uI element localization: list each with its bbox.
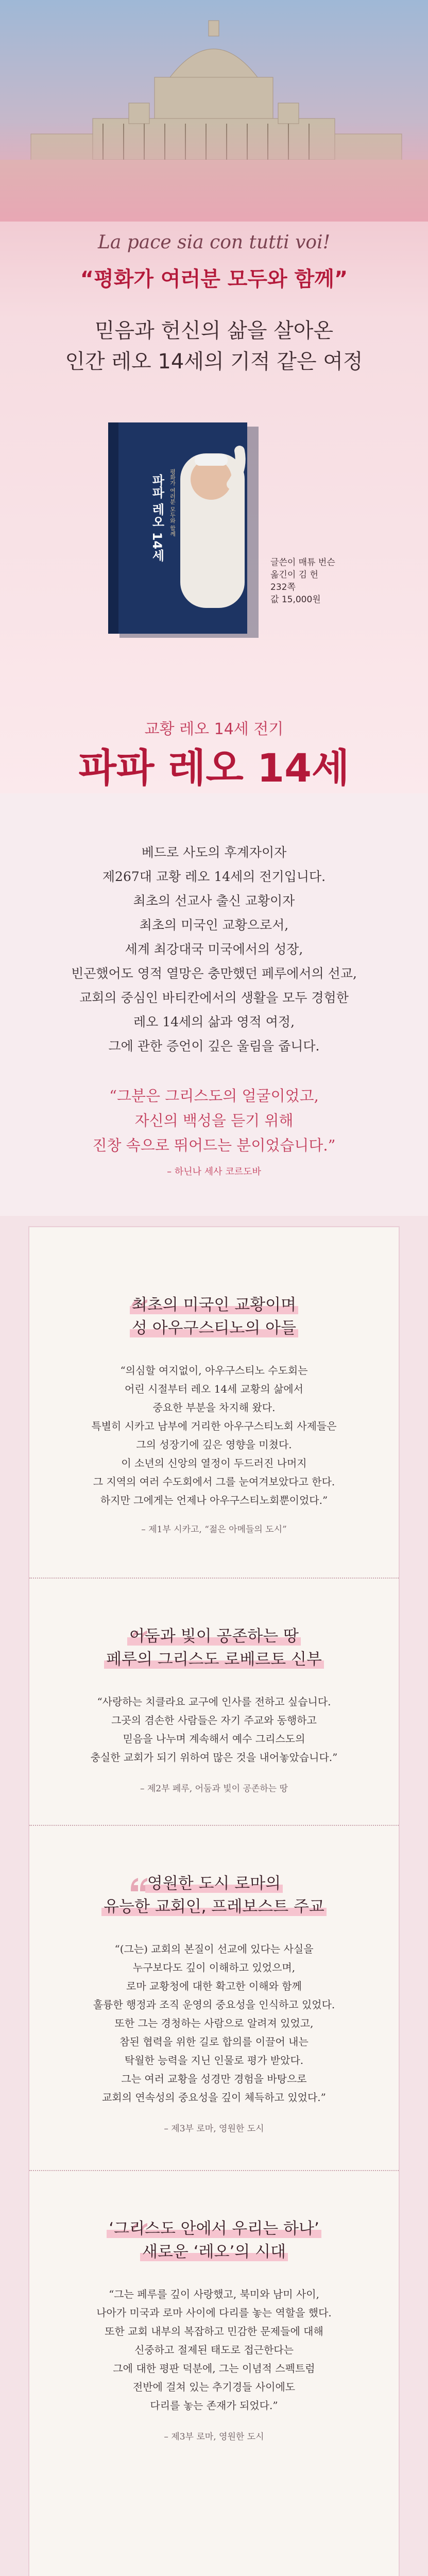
intro-line: 교회의 중심인 바티칸에서의 생활을 모두 경험한 [79, 990, 349, 1005]
section-heading: 성 아우구스티노의 아들 [29, 1315, 399, 1338]
excerpt-line: 그곳의 겸손한 사람들은 자기 주교와 동행하고 [111, 1714, 317, 1726]
intro-line: 세계 최강대국 미국에서의 성장, [125, 942, 303, 957]
hero-subtitle-line-2: 인간 레오 14세의 기적 같은 여정 [65, 350, 363, 374]
intro-quote-line: “그분은 그리스도의 얼굴이었고, [109, 1087, 319, 1105]
hero-section [0, 0, 428, 793]
book-cover-title: 파파 레오 14세 [150, 474, 164, 562]
excerpt-line: 교회의 연속성의 중요성을 깊이 체득하고 있었다.” [102, 2091, 326, 2104]
excerpt-line: 그 지역의 여러 수도회에서 그를 눈여겨보았다고 한다. [93, 1476, 335, 1488]
excerpt-line: 다리를 놓는 존재가 되었다.” [150, 2399, 278, 2412]
intro-line: 제267대 교황 레오 14세의 전기입니다. [102, 869, 326, 884]
excerpt-line: 믿음을 나누며 계속해서 예수 그리스도의 [123, 1733, 305, 1745]
book-pages: 232쪽 [270, 582, 296, 592]
excerpt-line: 신중하고 절제된 태도로 접근한다는 [134, 2344, 294, 2356]
excerpt-line: 그의 성장기에 깊은 영향을 미쳤다. [136, 1438, 292, 1451]
intro-quote-line: 진창 속으로 뛰어드는 분이었습니다.” [92, 1137, 336, 1154]
excerpt-line: 또한 그는 경청하는 사람으로 알려져 있었고, [114, 2017, 314, 2029]
excerpt-line: 나아가 미국과 로마 사이에 다리를 놓는 역할을 했다. [96, 2307, 332, 2319]
main-title: 파파 레오 14세 [78, 745, 350, 791]
excerpt-line: 그는 여러 교황을 성경만 경험을 바탕으로 [121, 2073, 307, 2085]
intro-line: 레오 14세의 삶과 영적 여정, [133, 1014, 295, 1029]
excerpts-section [0, 1216, 428, 2576]
excerpt-line: 누구보다도 깊이 이해하고 있었으며, [132, 1961, 296, 1974]
intro-section [0, 793, 428, 1216]
section-heading: 유능한 교회인, 프레보스트 주교 [29, 1893, 399, 1917]
book-price: 값 15,000원 [270, 595, 321, 605]
hero-subtitle-line-1: 믿음과 헌신의 삶을 살아온 [94, 319, 334, 343]
intro-line: 빈곤했어도 영적 열망은 충만했던 페루에서의 선교, [71, 966, 357, 981]
italian-motto: La pace sia con tutti voi! [97, 232, 331, 253]
st-peters-photo [0, 0, 428, 222]
excerpt-line: 또한 교회 내부의 복잡하고 민감한 문제들에 대해 [105, 2325, 323, 2337]
hero-text-block [0, 222, 428, 438]
excerpts-panel [28, 1226, 400, 2576]
intro-line: 그에 관한 증언이 깊은 울림을 줍니다. [108, 1039, 320, 1054]
book-cover-image [108, 422, 263, 639]
book-cover-subtitle: 평화가 여러분 모두와 함께 [169, 469, 176, 537]
excerpt-line: 그에 대한 평판 덕분에, 그는 이념적 스펙트럼 [113, 2362, 315, 2375]
excerpt-section-2 [29, 1578, 399, 1866]
excerpt-source: – 제3부 로마, 영원한 도시 [164, 2432, 264, 2442]
excerpt-line: “(그는) 교회의 본질이 선교에 있다는 사실을 [114, 1943, 314, 1955]
section-heading: 최초의 미국인 교황이며 [29, 1292, 399, 1315]
excerpt-line: 특별히 시카고 남부에 거리한 아우구스티노회 사제들은 [91, 1420, 337, 1432]
excerpt-source: – 제1부 시카고, “젊은 아메들의 도시” [141, 1524, 287, 1535]
excerpt-line: 어린 시절부터 레오 14세 교황의 삶에서 [124, 1383, 304, 1395]
book-meta [270, 556, 335, 606]
excerpt-line: 충실한 교회가 되기 위하여 많은 것을 내어놓았습니다.” [90, 1751, 338, 1764]
book-translator: 옮긴이 김 헌 [270, 570, 318, 580]
section-heading: 새로운 ‘레오’의 시대 [29, 2239, 399, 2262]
hero-quote: “평화가 여러분 모두와 함께” [80, 267, 348, 291]
excerpt-line: 이 소년의 신앙의 열정이 두드러진 나머지 [121, 1457, 307, 1469]
excerpt-line: “의심할 여지없이, 아우구스티노 수도회는 [120, 1364, 308, 1377]
excerpt-section-4 [29, 2170, 399, 2479]
excerpt-line: 중요한 부분을 차지해 왔다. [152, 1401, 276, 1414]
excerpt-line: 로마 교황청에 대한 확고한 이해와 함께 [126, 1980, 302, 1992]
excerpt-line: 탁월한 능력을 지닌 인물로 평가 받았다. [124, 2054, 304, 2066]
excerpt-source: – 제2부 페루, 어둠과 빛이 공존하는 땅 [140, 1784, 288, 1794]
excerpt-section-1 [29, 1227, 399, 1578]
section-heading: 어둠과 빛이 공존하는 땅 [29, 1623, 399, 1646]
intro-line: 최초의 미국인 교황으로서, [139, 918, 289, 933]
excerpt-section-3 [29, 1825, 399, 2196]
intro-quote-line: 자신의 백성을 듣기 위해 [134, 1112, 294, 1129]
excerpt-line: “그는 페루를 깊이 사랑했고, 북미와 남미 사이, [109, 2288, 319, 2300]
excerpt-line: 훌륭한 행정과 조직 운영의 중요성을 인식하고 있었다. [93, 1998, 335, 2011]
series-label: 교황 레오 14세 전기 [144, 720, 284, 738]
section-heading: 페루의 그리스도 로베르토 신부 [29, 1646, 399, 1669]
excerpt-line: 전반에 걸쳐 있는 추기경들 사이에도 [132, 2381, 296, 2393]
section-heading: 영원한 도시 로마의 [29, 1870, 399, 1893]
intro-line: 베드로 사도의 후계자이자 [141, 845, 287, 860]
section-heading: ‘그리스도 안에서 우리는 하나’ [29, 2215, 399, 2239]
intro-quote-source: – 하닌나 세사 코르도바 [167, 1166, 261, 1177]
book-author: 글쓴이 매튜 번슨 [270, 557, 335, 568]
intro-line: 최초의 선교사 출신 교황이자 [133, 893, 295, 908]
excerpt-line: “사랑하는 치클라요 교구에 인사를 전하고 싶습니다. [97, 1696, 331, 1708]
excerpt-source: – 제3부 로마, 영원한 도시 [164, 2124, 264, 2134]
excerpt-line: 하지만 그에게는 언제나 아우구스티노회뿐이었다.” [100, 1494, 328, 1506]
excerpt-line: 참된 협력을 위한 길로 합의를 이끌어 내는 [119, 2036, 309, 2048]
